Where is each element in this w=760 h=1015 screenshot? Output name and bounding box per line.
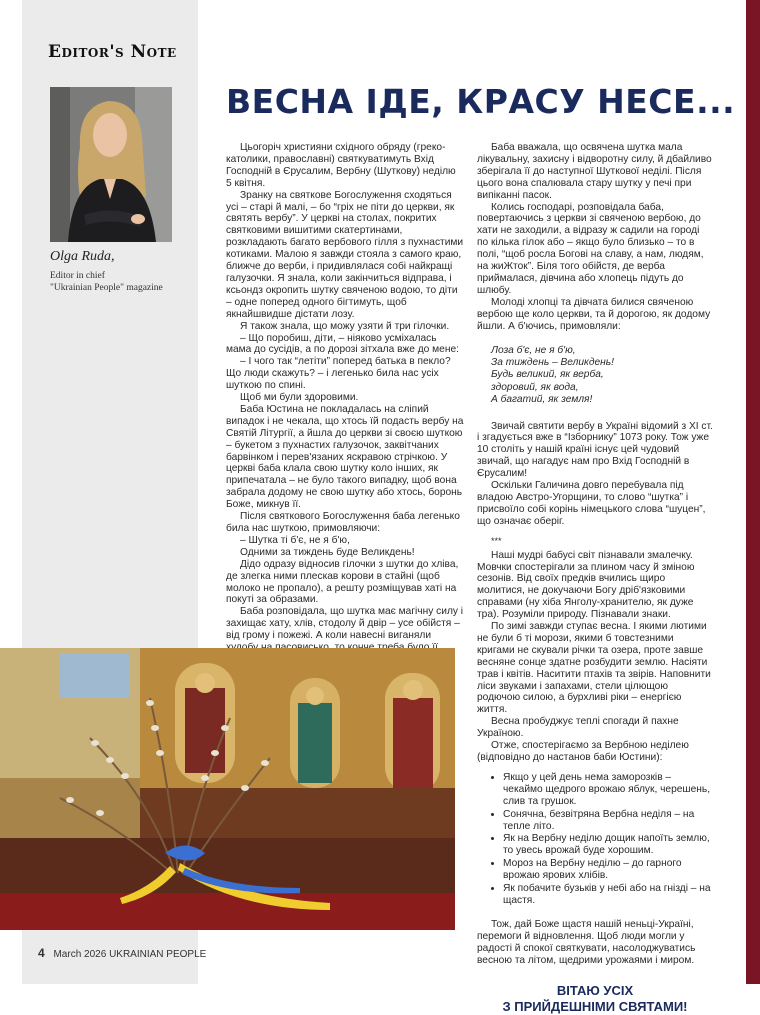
article-column-2 (477, 142, 713, 1015)
greeting (477, 983, 713, 1015)
list-item: • Якщо у цей день нема заморозків – чекаймо щедрого врожаю яблук, черешень, слив та грушок. (503, 772, 713, 808)
editor-name: Olga Ruda, (50, 249, 115, 264)
paragraph: Зранку на святкове Богослуження сходяться усі – старі й малі, – бо “гріх не піти до церкви, як святять вербу”. У церкві на столах, покритих святковими вишитими скатертинами, розкладають багато вербового гілля з пухнастими котиками. Малою я завжди стояла з самого краю, ближче до верби, і придивлялася собі найкращі галузочки. Я знала, коли закінчиться відправа, і ксьондз окропить шутку свяченою водою, то діти – одне поперед одного бігтимуть, щоб якнайшвидше дістати лозу. (226, 189, 464, 320)
paragraph: Колись господарі, розповідала баба, повертаючись з церкви зі свяченою вербою, до хати не заходили, а відразу ж садили на городі по кілька гілок або – якщо було близько – то в полі, “щоб росла Богові на славу, а нам, людям, на жиЖток”. Біля того обійстя, де верба приймалася, дівчина або хлопець підуть до шлюбу. (477, 201, 704, 296)
paragraph: – Що поробиш, діти, – ніяково усміхалась мама до сусідів, а по дорозі зітхала вже до мене: (226, 332, 459, 356)
editor-portrait (50, 87, 172, 242)
editor-portrait-image (50, 87, 172, 242)
column-2-intro (477, 142, 713, 333)
church-interior-image (0, 648, 455, 930)
accent-bar (746, 0, 760, 984)
paragraph: Дідо одразу відносив гілочки з шутки до хліва, де злегка ними плескав корови в стайні (щоб молоко не пропало), а решту розміщував хаті на покуті за образами. (226, 558, 459, 606)
poem-line: А багатий, як земля! (491, 394, 593, 406)
paragraph: По зимі завжди ступає весна. І якими лютими не були б ті морози, якими б товстезними кригами не скували річки та озера, проте завше весняне сонце здатне розбудити землю. Насіяти трав і квітів. Наситити птахів та звірів. Наповнити ліси звуками і запахами, стели цілющою родючою силою, а бурхливі ріки – енергією життя. (477, 621, 711, 716)
editor-role-magazine: "Ukrainian People" magazine (50, 283, 163, 293)
paragraph: Наші мудрі бабусі світ пізнавали змалечку. Мовчки спостерігали за плином часу й зміною сезонів. Від своїх предків вчились щиро молитися, не докучаючи Богу дріб'язковими справами (ну хіба Янголу-хранителю, як дуже тра). Розуміли природу. Пізнавали знаки. (477, 549, 695, 621)
paragraph: Одними за тиждень буде Великдень! (240, 546, 415, 558)
column-2-history (477, 421, 713, 528)
poem-line: Лоза б'є, не я б'ю, (491, 344, 576, 356)
paragraph: Я також знала, що можу узяти й три гілочки. (240, 320, 450, 332)
column-2-spring (477, 550, 713, 764)
article-column-1 (226, 142, 464, 678)
list-item: • Як на Вербну неділю дощик напоїть землю, то увесь врожай буде хорошим. (503, 833, 713, 857)
paragraph: – І чого так “летіти” поперед батька в пекло? Що люди скажуть? – і легенько била нас усіх шуткою по спині. (226, 356, 451, 392)
paragraph: Отже, спостерігаємо за Вербною неділею (відповідно до настанов баби Юстини): (477, 740, 689, 763)
paragraph: Після святкового Богослуження баба легенько била нас шуткою, примовляючи: (226, 511, 460, 534)
section-title: Editor's Note (48, 42, 177, 62)
paragraph: Звичай святити вербу в Україні відомий з XI ст. і згадується вже в “Ізборнику” 1073 року. Тож уже 10 століть у нашій країні існує цей чудовий звичай, що нагадує нам про Вхід Господній в Єрусалим! (477, 420, 713, 480)
weather-signs-list (477, 772, 713, 907)
poem-line: здоровий, як вода, (491, 381, 579, 393)
poem (491, 345, 713, 407)
issue-date: March 2026 (53, 949, 107, 960)
list-item: • Мороз на Вербну неділю – до гарного врожаю ярових хлібів. (503, 858, 713, 882)
paragraph: Баба розповідала, що шутка має магічну силу і захищає хату, хлів, стодолу й двір – усе обійстя – від грому і пожежі. А коли навесні виганяли (226, 606, 464, 642)
closing-paragraph: Тож, дай Боже щастя нашій неньці-Україні, перемоги й відновлення. Щоб люди могли у радості й спокої святкувати, насолоджуватись весною та літом, щедрими урожаями і миром. (477, 918, 696, 966)
editor-role (50, 270, 190, 294)
article-headline: ВЕСНА ІДЕ, КРАСУ НЕСЕ... (226, 82, 736, 121)
willow-bouquet-photo (0, 648, 455, 930)
separator: *** (491, 535, 502, 546)
paragraph: – Шутка ті б'є, не я б'ю, (240, 534, 350, 546)
paragraph: Молоді хлопці та дівчата билися свяченою вербою ще коло церкви, та й дорогою, як додому йшли. А б'ючись, примовляли: (477, 296, 711, 332)
greeting-line-2: З ПРИЙДЕШНІМИ СВЯТАМИ! (502, 998, 688, 1014)
paragraph: Баба вважала, що освячена шутка мала лікувальну, захисну і відворотну силу, й дбайливо зберігала її до наступної Шуткової неділі. Після цього вона спалювала стару шутку у печі при випіканні пасок. (477, 142, 712, 201)
list-item: • Як побачите бузьків у небі або на гнізді – на щастя. (503, 883, 713, 907)
paragraph: Оскільки Галичина довго перебувала під владою Австро-Угорщини, то слово “шутка” і присвоїло собі корінь німецького слова “шуцен”, що означає оберіг. (477, 480, 706, 527)
paragraph: Щоб ми були здоровими. (240, 392, 359, 404)
greeting-line-1: ВІТАЮ УСІХ (556, 982, 634, 998)
list-item: • Сонячна, безвітряна Вербна неділя – на тепле літо. (503, 809, 713, 833)
paragraph: Цьогоріч християни східного обряду (греко-католики, православні) святкуватимуть Вхід Господній в Єрусалим, Вербну (Шуткову) неділю 5 квітня. (226, 142, 456, 189)
paragraph: Баба Юстина не покладалась на сліпий випадок і не чекала, що хтось їй подасть вербу на Святій Літургії, а йшла до церкви зі своєю шуткою – букетом з пухнастих галузочок, заквітчаних барвінком і перев'язаних яскравою стрічкою. У церкві баба клала свою шутку коло інших, як припечатала – не було такого випадку, щоб вона забрала додому не свою шутку або хтось, боронь Боже, микнув її. (226, 403, 464, 511)
paragraph: Весна пробуджує теплі спогади й пахне Україною. (477, 716, 679, 740)
page-number: 4 (38, 946, 45, 960)
magazine-name: UKRAINIAN PEOPLE (109, 949, 207, 960)
poem-line: Будь великий, як верба, (491, 369, 604, 381)
poem-line: За тиждень – Великдень! (491, 356, 614, 368)
page-footer (38, 946, 206, 960)
editor-role-title: Editor in chief (50, 271, 105, 281)
